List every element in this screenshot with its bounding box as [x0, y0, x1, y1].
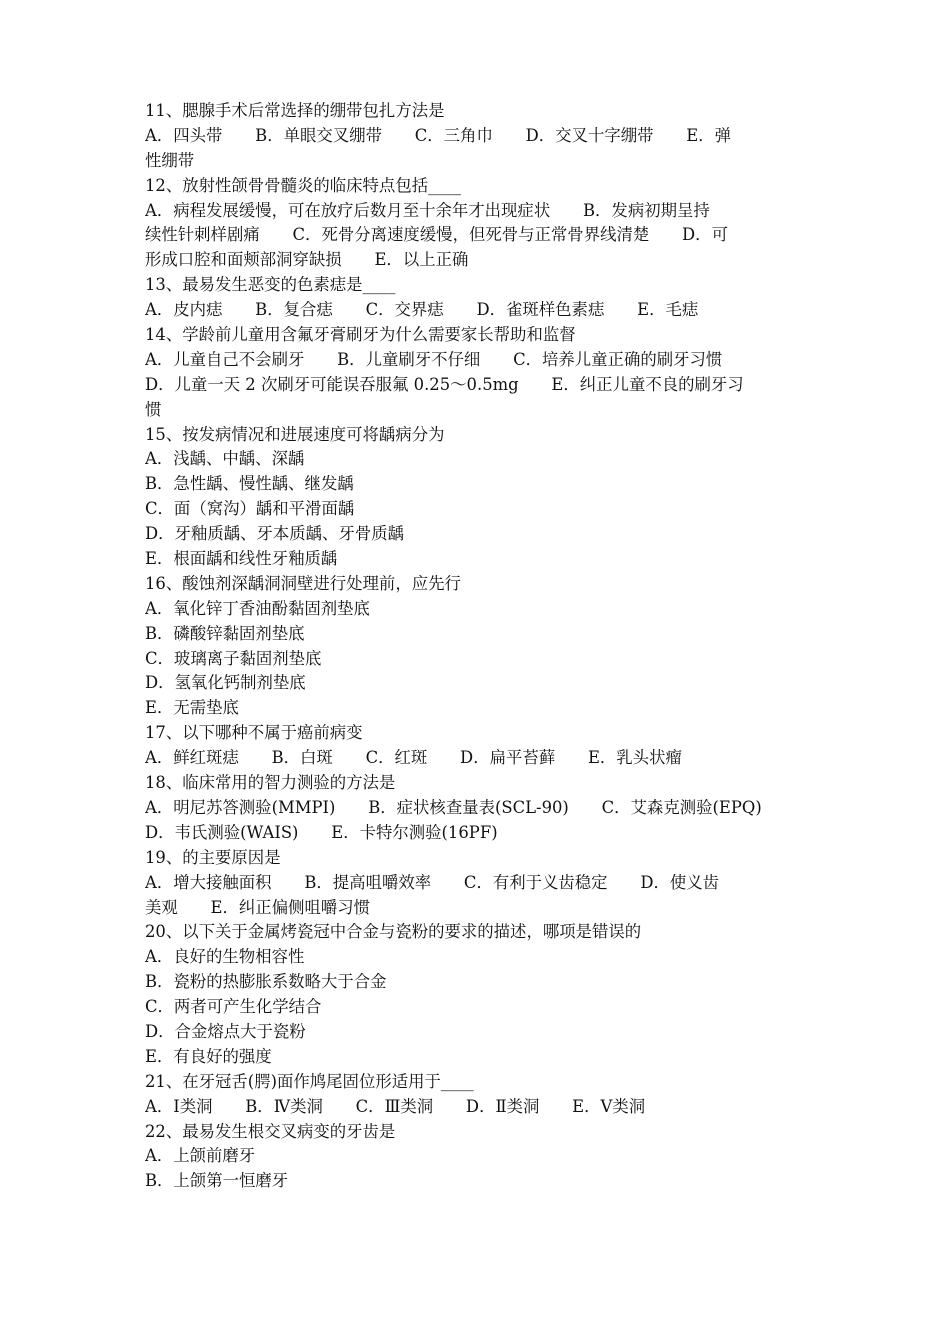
q13-question: 13、最易发生恶变的色素痣是____ [145, 275, 396, 295]
q14-question: 14、学龄前儿童用含氟牙膏刷牙为什么需要家长帮助和监督 [145, 325, 576, 345]
q22-option-b: B．上颌第一恒磨牙 [145, 1171, 289, 1191]
q21-question: 21、在牙冠舌(腭)面作鸠尾固位形适用于____ [145, 1071, 474, 1091]
q12-options-line-3: 形成口腔和面颊部洞穿缺损 E．以上正确 [145, 250, 469, 270]
q16-option-e: E．无需垫底 [145, 698, 239, 718]
q11-options-line-2: 性绷带 [145, 150, 195, 170]
q16-option-d: D．氢氧化钙制剂垫底 [145, 673, 306, 693]
q12-options-line-2: 续性针刺样剧痛 C．死骨分离速度缓慢，但死骨与正常骨界线清楚 D．可 [145, 225, 728, 245]
q16-question: 16、酸蚀剂深龋洞洞壁进行处理前，应先行 [145, 573, 461, 593]
q20-option-e: E．有良好的强度 [145, 1046, 272, 1066]
q18-options-line-1: A．明尼苏答测验(MMPI) B．症状核查量表(SCL-90) C．艾森克测验(EPQ) [145, 797, 762, 817]
q15-option-c: C．面（窝沟）龋和平滑面龋 [145, 499, 355, 519]
q17-question: 17、以下哪种不属于癌前病变 [145, 723, 363, 743]
q19-options-line-2: 美观 E．纠正偏侧咀嚼习惯 [145, 897, 371, 917]
q11-question: 11、腮腺手术后常选择的绷带包扎方法是 [145, 101, 445, 120]
q17-options-line-1: A．鲜红斑痣 B．白斑 C．红斑 D．扁平苔藓 E．乳头状瘤 [145, 748, 682, 768]
q20-option-a: A．良好的生物相容性 [145, 947, 305, 967]
q16-option-b: B．磷酸锌黏固剂垫底 [145, 623, 305, 643]
q20-option-c: C．两者可产生化学结合 [145, 997, 322, 1017]
q18-options-line-2: D．韦氏测验(WAIS) E．卡特尔测验(16PF) [145, 822, 498, 842]
q13-options-line-1: A．皮内痣 B．复合痣 C．交界痣 D．雀斑样色素痣 E．毛痣 [145, 300, 699, 320]
q15-option-e: E．根面龋和线性牙釉质龋 [145, 549, 338, 569]
q20-option-d: D．合金熔点大于瓷粉 [145, 1021, 306, 1041]
q16-option-c: C．玻璃离子黏固剂垫底 [145, 648, 322, 668]
q14-options-line-3: 惯 [145, 399, 162, 419]
q11-options-line-1: A．四头带 B．单眼交叉绷带 C．三角巾 D．交叉十字绷带 E．弹 [145, 125, 732, 145]
q12-options-line-1: A．病程发展缓慢，可在放疗后数月至十余年才出现症状 B．发病初期呈持 [145, 200, 710, 220]
q18-question: 18、临床常用的智力测验的方法是 [145, 773, 396, 793]
q15-question: 15、按发病情况和进展速度可将龋病分为 [145, 424, 445, 444]
document-page [145, 99, 810, 1194]
q15-option-d: D．牙釉质龋、牙本质龋、牙骨质龋 [145, 524, 404, 544]
q14-options-line-2: D．儿童一天 2 次刷牙可能误吞服氟 0.25～0.5mg E．纠正儿童不良的刷牙习 [145, 374, 744, 394]
q12-question: 12、放射性颌骨骨髓炎的临床特点包括____ [145, 175, 461, 195]
q21-options-line-1: A．Ⅰ类洞 B．Ⅳ类洞 C．Ⅲ类洞 D．Ⅱ类洞 E．Ⅴ类洞 [145, 1096, 646, 1116]
q14-options-line-1: A．儿童自己不会刷牙 B．儿童刷牙不仔细 C．培养儿童正确的刷牙习惯 [145, 349, 723, 369]
q19-options-line-1: A．增大接触面积 B．提高咀嚼效率 C．有利于义齿稳定 D．使义齿 [145, 872, 720, 892]
q15-option-a: A．浅龋、中龋、深龋 [145, 449, 305, 469]
q19-question: 19、的主要原因是 [145, 847, 281, 867]
q16-option-a: A．氧化锌丁香油酚黏固剂垫底 [145, 598, 370, 618]
q15-option-b: B．急性龋、慢性龋、继发龋 [145, 474, 354, 494]
q22-question: 22、最易发生根交叉病变的牙齿是 [145, 1121, 396, 1141]
q22-option-a: A．上颌前磨牙 [145, 1146, 256, 1166]
q20-question: 20、以下关于金属烤瓷冠中合金与瓷粉的要求的描述，哪项是错误的 [145, 922, 642, 942]
q20-option-b: B．瓷粉的热膨胀系数略大于合金 [145, 972, 387, 992]
